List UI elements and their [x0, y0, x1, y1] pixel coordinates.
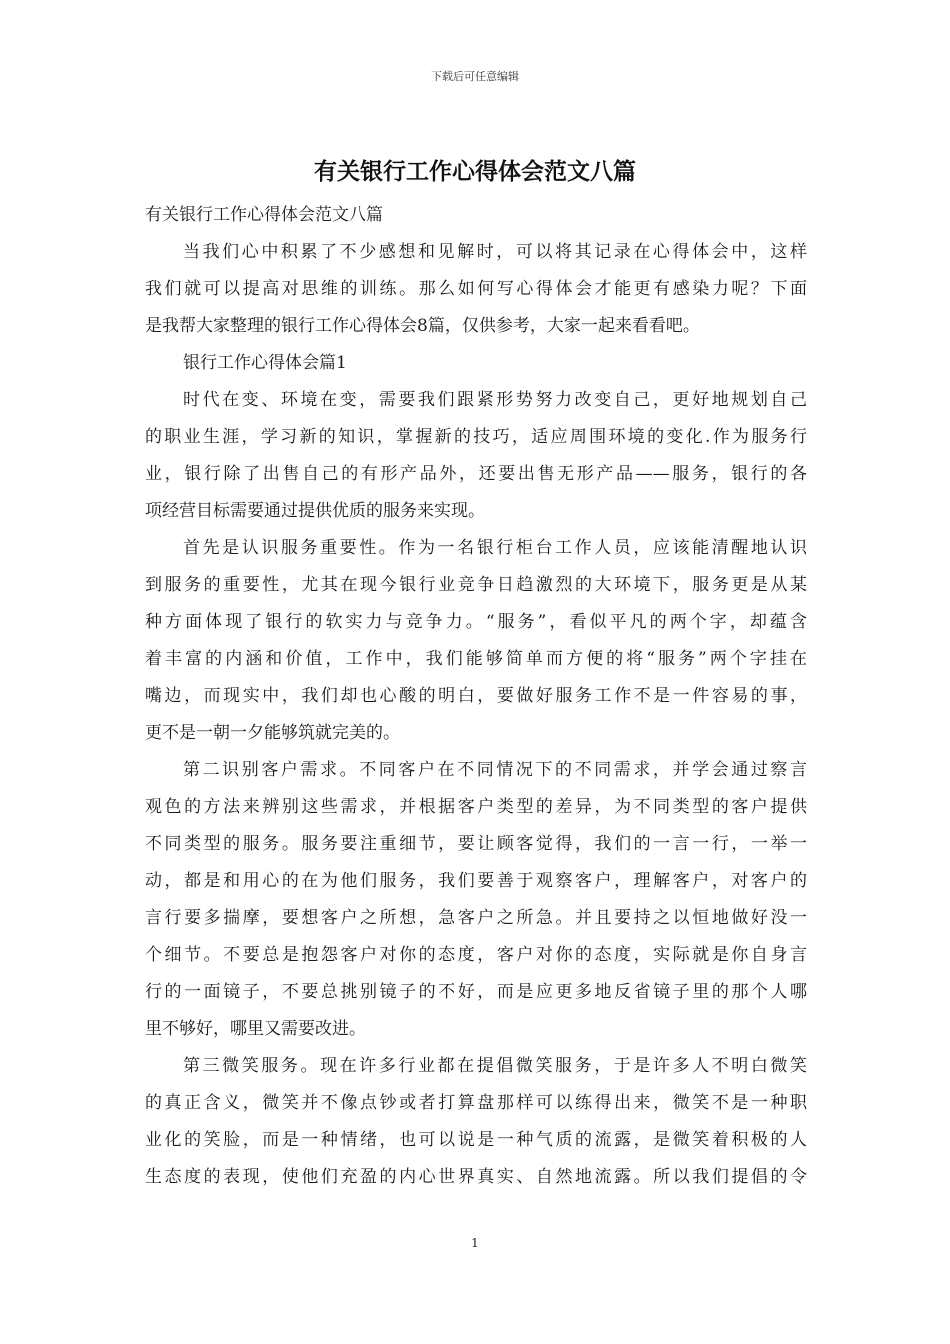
paragraph-line: 生态度的表现，使他们充盈的内心世界真实、自然地流露。所以我们提倡的令 [145, 1167, 807, 1187]
paragraph-line: 首先是认识服务重要性。作为一名银行柜台工作人员，应该能清醒地认识 [183, 538, 807, 558]
paragraph-line: 第三微笑服务。现在许多行业都在提倡微笑服务，于是许多人不明白微笑 [183, 1056, 807, 1076]
paragraph-line: 行的一面镜子，不要总挑别镜子的不好，而是应更多地反省镜子里的那个人哪 [145, 982, 807, 1002]
paragraph-line: 我们就可以提高对思维的训练。那么如何写心得体会才能更有感染力呢？下面 [145, 279, 807, 299]
paragraph-line: 项经营目标需要通过提供优质的服务来实现。 [145, 501, 485, 521]
page-number: 1 [471, 1236, 479, 1250]
paragraph-line: 业化的笑脸，而是一种情绪，也可以说是一种气质的流露，是微笑着积极的人 [145, 1130, 807, 1150]
paragraph-line: 的职业生涯，学习新的知识，掌握新的技巧，适应周围环境的变化.作为服务行 [145, 427, 807, 447]
paragraph-line: 着丰富的内涵和价值，工作中，我们能够简单而方便的将“服务”两个字挂在 [145, 649, 807, 669]
paragraph-line: 是我帮大家整理的银行工作心得体会8篇，仅供参考，大家一起来看看吧。 [145, 316, 700, 336]
paragraph-1 [145, 382, 807, 530]
document-body [145, 197, 807, 1196]
paragraph-line: 业，银行除了出售自己的有形产品外，还要出售无形产品——服务，银行的各 [145, 464, 807, 484]
paragraph-4 [145, 1048, 807, 1196]
paragraph-line: 观色的方法来辨别这些需求，并根据客户类型的差异，为不同类型的客户提供 [145, 797, 807, 817]
paragraph-3 [145, 752, 807, 1048]
document-title: 有关银行工作心得体会范文八篇 [314, 158, 636, 185]
paragraph-line: 的真正含义，微笑并不像点钞或者打算盘那样可以练得出来，微笑不是一种职 [145, 1093, 807, 1113]
paragraph-line: 嘴边，而现实中，我们却也心酸的明白，要做好服务工作不是一件容易的事， [145, 686, 807, 706]
paragraph-line: 动，都是和用心的在为他们服务，我们要善于观察客户，理解客户，对客户的 [145, 871, 807, 891]
paragraph-line: 里不够好，哪里又需要改进。 [145, 1019, 366, 1039]
paragraph-line: 第二识别客户需求。不同客户在不同情况下的不同需求，并学会通过察言 [183, 760, 807, 780]
paragraph-line: 不同类型的服务。服务要注重细节，要让顾客觉得，我们的一言一行，一举一 [145, 834, 807, 854]
paragraph-line: 时代在变、环境在变，需要我们跟紧形势努力改变自己，更好地规划自己 [183, 390, 807, 410]
paragraph-line: 当我们心中积累了不少感想和见解时，可以将其记录在心得体会中，这样 [183, 242, 807, 262]
paragraph-2 [145, 530, 807, 752]
section-heading: 银行工作心得体会篇1 [183, 353, 347, 373]
paragraph-line: 种方面体现了银行的软实力与竞争力。“服务”，看似平凡的两个字，却蕴含 [145, 612, 807, 632]
paragraph-line: 到服务的重要性，尤其在现今银行业竞争日趋激烈的大环境下，服务更是从某 [145, 575, 807, 595]
intro-paragraph [145, 234, 807, 345]
paragraph-line: 个细节。不要总是抱怨客户对你的态度，客户对你的态度，实际就是你自身言 [145, 945, 807, 965]
header-note: 下载后可任意编辑 [431, 70, 519, 83]
paragraph-line: 言行要多揣摩，要想客户之所想，急客户之所急。并且要持之以恒地做好没一 [145, 908, 807, 928]
paragraph-line: 更不是一朝一夕能够筑就完美的。 [145, 723, 400, 743]
document-subtitle: 有关银行工作心得体会范文八篇 [145, 205, 383, 225]
